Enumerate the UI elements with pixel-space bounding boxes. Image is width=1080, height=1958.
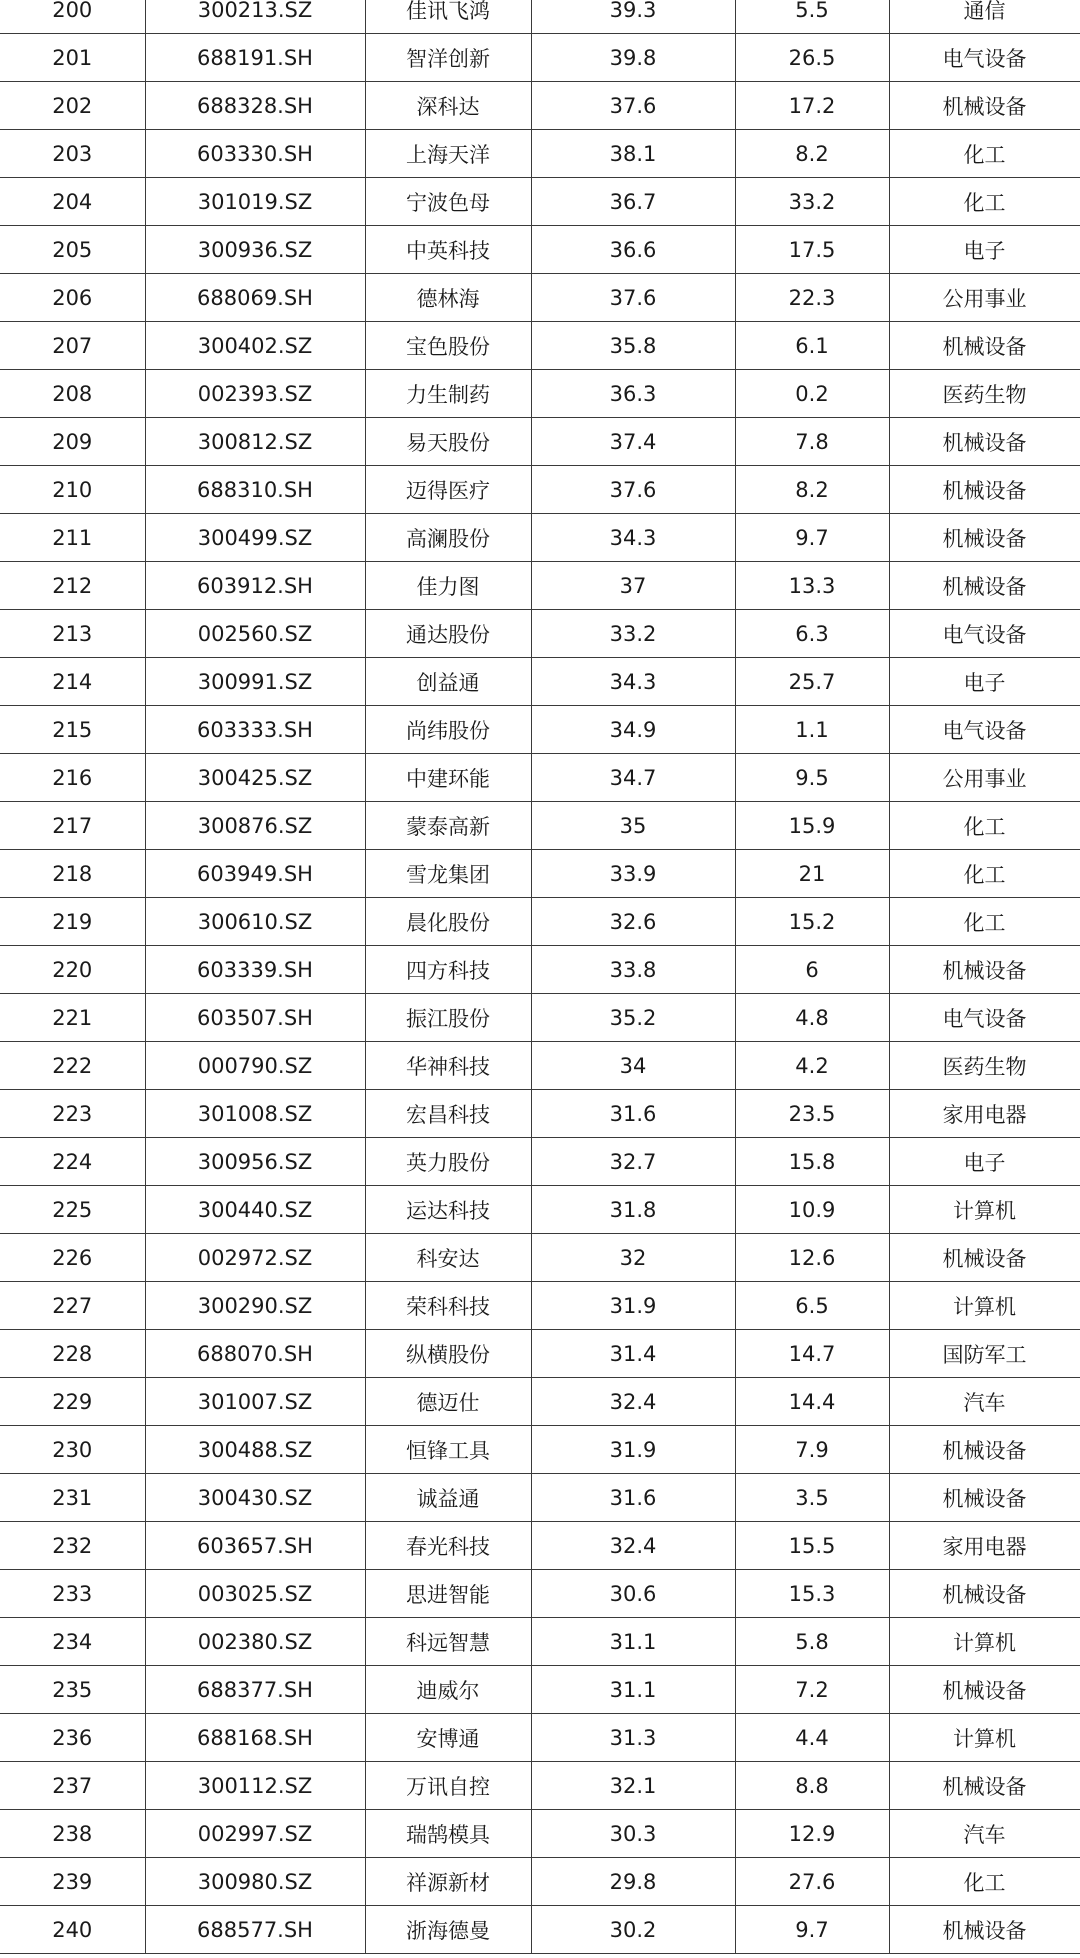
table-row [0,754,1080,802]
rank-cell[interactable]: 200 [0,0,145,34]
name-cell[interactable]: 上海天洋 [365,130,531,178]
value-cell-2[interactable]: 4.8 [735,994,889,1042]
value-cell-2[interactable]: 17.5 [735,226,889,274]
code-cell[interactable]: 300876.SZ [145,802,365,850]
value-cell-2[interactable]: 0.2 [735,370,889,418]
code-cell[interactable]: 002560.SZ [145,610,365,658]
code-cell[interactable]: 603949.SH [145,850,365,898]
industry-cell[interactable]: 汽车 [889,1810,1080,1858]
value-cell-1[interactable]: 29.8 [531,1858,735,1906]
value-cell-1[interactable]: 32.7 [531,1138,735,1186]
code-cell[interactable]: 301019.SZ [145,178,365,226]
rank-cell[interactable]: 213 [0,610,145,658]
value-cell-2[interactable]: 21 [735,850,889,898]
value-cell-1[interactable]: 31.8 [531,1186,735,1234]
value-cell-2[interactable]: 15.5 [735,1522,889,1570]
value-cell-1[interactable]: 31.6 [531,1090,735,1138]
rank-cell[interactable]: 227 [0,1282,145,1330]
name-cell[interactable]: 创益通 [365,658,531,706]
value-cell-1[interactable]: 31.1 [531,1618,735,1666]
value-cell-2[interactable]: 25.7 [735,658,889,706]
value-cell-1[interactable]: 31.6 [531,1474,735,1522]
rank-cell[interactable]: 228 [0,1330,145,1378]
table-row [0,1234,1080,1282]
rank-cell[interactable]: 216 [0,754,145,802]
rank-cell[interactable]: 236 [0,1714,145,1762]
name-cell[interactable]: 瑞鹄模具 [365,1810,531,1858]
value-cell-2[interactable]: 12.6 [735,1234,889,1282]
table-row [0,898,1080,946]
table-row [0,466,1080,514]
code-cell[interactable]: 688310.SH [145,466,365,514]
value-cell-1[interactable]: 32 [531,1234,735,1282]
table-row [0,1330,1080,1378]
value-cell-2[interactable]: 23.5 [735,1090,889,1138]
table-row [0,1858,1080,1906]
rank-cell[interactable]: 210 [0,466,145,514]
name-cell[interactable]: 运达科技 [365,1186,531,1234]
value-cell-1[interactable]: 35 [531,802,735,850]
value-cell-1[interactable]: 31.3 [531,1714,735,1762]
rank-cell[interactable]: 215 [0,706,145,754]
rank-cell[interactable]: 240 [0,1906,145,1954]
rank-cell[interactable]: 212 [0,562,145,610]
name-cell[interactable]: 振江股份 [365,994,531,1042]
value-cell-1[interactable]: 34.3 [531,658,735,706]
industry-cell[interactable]: 化工 [889,130,1080,178]
table-row [0,82,1080,130]
table-row [0,1666,1080,1714]
code-cell[interactable]: 300499.SZ [145,514,365,562]
name-cell[interactable]: 德迈仕 [365,1378,531,1426]
rank-cell[interactable]: 220 [0,946,145,994]
rank-cell[interactable]: 232 [0,1522,145,1570]
name-cell[interactable]: 英力股份 [365,1138,531,1186]
name-cell[interactable]: 易天股份 [365,418,531,466]
table-row [0,418,1080,466]
value-cell-1[interactable]: 32.1 [531,1762,735,1810]
table-row [0,130,1080,178]
code-cell[interactable]: 300488.SZ [145,1426,365,1474]
name-cell[interactable]: 尚纬股份 [365,706,531,754]
value-cell-1[interactable]: 31.9 [531,1282,735,1330]
code-cell[interactable]: 002997.SZ [145,1810,365,1858]
industry-cell[interactable]: 机械设备 [889,514,1080,562]
table-row [0,1522,1080,1570]
industry-cell[interactable]: 化工 [889,178,1080,226]
industry-cell[interactable]: 机械设备 [889,1666,1080,1714]
table-row [0,562,1080,610]
value-cell-2[interactable]: 7.8 [735,418,889,466]
rank-cell[interactable]: 209 [0,418,145,466]
rank-cell[interactable]: 231 [0,1474,145,1522]
value-cell-2[interactable]: 5.5 [735,0,889,34]
code-cell[interactable]: 688168.SH [145,1714,365,1762]
name-cell[interactable]: 科安达 [365,1234,531,1282]
value-cell-1[interactable]: 36.7 [531,178,735,226]
code-cell[interactable]: 301007.SZ [145,1378,365,1426]
table-row [0,1570,1080,1618]
value-cell-1[interactable]: 33.2 [531,610,735,658]
code-cell[interactable]: 603330.SH [145,130,365,178]
name-cell[interactable]: 迪威尔 [365,1666,531,1714]
code-cell[interactable]: 300112.SZ [145,1762,365,1810]
industry-cell[interactable]: 机械设备 [889,466,1080,514]
name-cell[interactable]: 科远智慧 [365,1618,531,1666]
value-cell-2[interactable]: 14.7 [735,1330,889,1378]
value-cell-1[interactable]: 32.4 [531,1522,735,1570]
value-cell-1[interactable]: 32.6 [531,898,735,946]
code-cell[interactable]: 603333.SH [145,706,365,754]
rank-cell[interactable]: 234 [0,1618,145,1666]
code-cell[interactable]: 300213.SZ [145,0,365,34]
rank-cell[interactable]: 205 [0,226,145,274]
value-cell-2[interactable]: 4.4 [735,1714,889,1762]
value-cell-1[interactable]: 37 [531,562,735,610]
rank-cell[interactable]: 233 [0,1570,145,1618]
value-cell-2[interactable]: 12.9 [735,1810,889,1858]
industry-cell[interactable]: 医药生物 [889,370,1080,418]
name-cell[interactable]: 荣科科技 [365,1282,531,1330]
name-cell[interactable]: 四方科技 [365,946,531,994]
industry-cell[interactable]: 计算机 [889,1282,1080,1330]
code-cell[interactable]: 003025.SZ [145,1570,365,1618]
table-row [0,994,1080,1042]
value-cell-1[interactable]: 34.7 [531,754,735,802]
industry-cell[interactable]: 机械设备 [889,1234,1080,1282]
value-cell-1[interactable]: 37.6 [531,466,735,514]
name-cell[interactable]: 万讯自控 [365,1762,531,1810]
code-cell[interactable]: 000790.SZ [145,1042,365,1090]
value-cell-1[interactable]: 34.9 [531,706,735,754]
code-cell[interactable]: 300991.SZ [145,658,365,706]
name-cell[interactable]: 蒙泰高新 [365,802,531,850]
code-cell[interactable]: 603912.SH [145,562,365,610]
industry-cell[interactable]: 电子 [889,1138,1080,1186]
value-cell-2[interactable]: 33.2 [735,178,889,226]
table-row [0,1474,1080,1522]
value-cell-2[interactable]: 15.9 [735,802,889,850]
rank-cell[interactable]: 223 [0,1090,145,1138]
value-cell-1[interactable]: 32.4 [531,1378,735,1426]
name-cell[interactable]: 浙海德曼 [365,1906,531,1954]
value-cell-2[interactable]: 22.3 [735,274,889,322]
rank-cell[interactable]: 203 [0,130,145,178]
value-cell-2[interactable]: 8.8 [735,1762,889,1810]
table-row [0,226,1080,274]
code-cell[interactable]: 300430.SZ [145,1474,365,1522]
table-row [0,1906,1080,1954]
value-cell-2[interactable]: 15.3 [735,1570,889,1618]
value-cell-2[interactable]: 15.2 [735,898,889,946]
table-row [0,178,1080,226]
rank-cell[interactable]: 214 [0,658,145,706]
value-cell-1[interactable]: 30.6 [531,1570,735,1618]
code-cell[interactable]: 300402.SZ [145,322,365,370]
industry-cell[interactable]: 机械设备 [889,1570,1080,1618]
value-cell-1[interactable]: 39.3 [531,0,735,34]
industry-cell[interactable]: 电气设备 [889,34,1080,82]
industry-cell[interactable]: 家用电器 [889,1090,1080,1138]
rank-cell[interactable]: 208 [0,370,145,418]
industry-cell[interactable]: 化工 [889,898,1080,946]
value-cell-2[interactable]: 7.2 [735,1666,889,1714]
value-cell-1[interactable]: 37.6 [531,82,735,130]
code-cell[interactable]: 688328.SH [145,82,365,130]
rank-cell[interactable]: 211 [0,514,145,562]
industry-cell[interactable]: 公用事业 [889,754,1080,802]
value-cell-1[interactable]: 31.4 [531,1330,735,1378]
code-cell[interactable]: 688069.SH [145,274,365,322]
industry-cell[interactable]: 机械设备 [889,1474,1080,1522]
table-row [0,850,1080,898]
name-cell[interactable]: 祥源新材 [365,1858,531,1906]
value-cell-2[interactable]: 15.8 [735,1138,889,1186]
industry-cell[interactable]: 机械设备 [889,418,1080,466]
industry-cell[interactable]: 机械设备 [889,946,1080,994]
value-cell-2[interactable]: 8.2 [735,466,889,514]
industry-cell[interactable]: 计算机 [889,1618,1080,1666]
name-cell[interactable]: 恒锋工具 [365,1426,531,1474]
value-cell-2[interactable]: 9.7 [735,1906,889,1954]
value-cell-2[interactable]: 9.7 [735,514,889,562]
value-cell-1[interactable]: 35.2 [531,994,735,1042]
table-row [0,1186,1080,1234]
industry-cell[interactable]: 化工 [889,850,1080,898]
rank-cell[interactable]: 204 [0,178,145,226]
name-cell[interactable]: 力生制药 [365,370,531,418]
name-cell[interactable]: 诚益通 [365,1474,531,1522]
rank-cell[interactable]: 222 [0,1042,145,1090]
industry-cell[interactable]: 机械设备 [889,1762,1080,1810]
name-cell[interactable]: 深科达 [365,82,531,130]
value-cell-1[interactable]: 39.8 [531,34,735,82]
code-cell[interactable]: 002393.SZ [145,370,365,418]
value-cell-1[interactable]: 37.6 [531,274,735,322]
table-row [0,1378,1080,1426]
value-cell-1[interactable]: 30.3 [531,1810,735,1858]
value-cell-2[interactable]: 4.2 [735,1042,889,1090]
table-row [0,34,1080,82]
value-cell-1[interactable]: 30.2 [531,1906,735,1954]
name-cell[interactable]: 纵横股份 [365,1330,531,1378]
name-cell[interactable]: 德林海 [365,274,531,322]
value-cell-2[interactable]: 3.5 [735,1474,889,1522]
industry-cell[interactable]: 国防军工 [889,1330,1080,1378]
value-cell-2[interactable]: 9.5 [735,754,889,802]
value-cell-2[interactable]: 6.1 [735,322,889,370]
rank-cell[interactable]: 239 [0,1858,145,1906]
name-cell[interactable]: 高澜股份 [365,514,531,562]
table-row [0,322,1080,370]
rank-cell[interactable]: 218 [0,850,145,898]
value-cell-2[interactable]: 6.3 [735,610,889,658]
name-cell[interactable]: 思进智能 [365,1570,531,1618]
table-row [0,610,1080,658]
name-cell[interactable]: 华神科技 [365,1042,531,1090]
industry-cell[interactable]: 汽车 [889,1378,1080,1426]
industry-cell[interactable]: 计算机 [889,1186,1080,1234]
table-row [0,802,1080,850]
value-cell-2[interactable]: 5.8 [735,1618,889,1666]
rank-cell[interactable]: 221 [0,994,145,1042]
industry-cell[interactable]: 机械设备 [889,322,1080,370]
industry-cell[interactable]: 计算机 [889,1714,1080,1762]
name-cell[interactable]: 佳力图 [365,562,531,610]
value-cell-1[interactable]: 35.8 [531,322,735,370]
name-cell[interactable]: 晨化股份 [365,898,531,946]
table-row [0,706,1080,754]
value-cell-1[interactable]: 38.1 [531,130,735,178]
value-cell-2[interactable]: 27.6 [735,1858,889,1906]
table-row [0,274,1080,322]
industry-cell[interactable]: 化工 [889,802,1080,850]
industry-cell[interactable]: 机械设备 [889,1426,1080,1474]
table-row [0,1042,1080,1090]
code-cell[interactable]: 300290.SZ [145,1282,365,1330]
table-row [0,1714,1080,1762]
rank-cell[interactable]: 206 [0,274,145,322]
value-cell-2[interactable]: 6.5 [735,1282,889,1330]
industry-cell[interactable]: 公用事业 [889,274,1080,322]
industry-cell[interactable]: 医药生物 [889,1042,1080,1090]
table-row [0,1618,1080,1666]
table-row [0,1810,1080,1858]
table-row [0,1426,1080,1474]
table-row [0,658,1080,706]
code-cell[interactable]: 301008.SZ [145,1090,365,1138]
rank-cell[interactable]: 225 [0,1186,145,1234]
rank-cell[interactable]: 201 [0,34,145,82]
name-cell[interactable]: 宏昌科技 [365,1090,531,1138]
code-cell[interactable]: 603507.SH [145,994,365,1042]
table-row [0,1090,1080,1138]
code-cell[interactable]: 300610.SZ [145,898,365,946]
value-cell-1[interactable]: 37.4 [531,418,735,466]
value-cell-1[interactable]: 34.3 [531,514,735,562]
code-cell[interactable]: 603339.SH [145,946,365,994]
rank-cell[interactable]: 235 [0,1666,145,1714]
code-cell[interactable]: 300980.SZ [145,1858,365,1906]
code-cell[interactable]: 300956.SZ [145,1138,365,1186]
name-cell[interactable]: 春光科技 [365,1522,531,1570]
rank-cell[interactable]: 238 [0,1810,145,1858]
name-cell[interactable]: 迈得医疗 [365,466,531,514]
industry-cell[interactable]: 电气设备 [889,610,1080,658]
code-cell[interactable]: 300425.SZ [145,754,365,802]
name-cell[interactable]: 佳讯飞鸿 [365,0,531,34]
name-cell[interactable]: 雪龙集团 [365,850,531,898]
rank-cell[interactable]: 217 [0,802,145,850]
table-row [0,514,1080,562]
code-cell[interactable]: 002380.SZ [145,1618,365,1666]
value-cell-1[interactable]: 33.8 [531,946,735,994]
value-cell-2[interactable]: 6 [735,946,889,994]
value-cell-1[interactable]: 31.1 [531,1666,735,1714]
value-cell-2[interactable]: 14.4 [735,1378,889,1426]
value-cell-2[interactable]: 7.9 [735,1426,889,1474]
code-cell[interactable]: 603657.SH [145,1522,365,1570]
industry-cell[interactable]: 机械设备 [889,562,1080,610]
value-cell-1[interactable]: 34 [531,1042,735,1090]
industry-cell[interactable]: 电气设备 [889,706,1080,754]
name-cell[interactable]: 智洋创新 [365,34,531,82]
value-cell-1[interactable]: 36.6 [531,226,735,274]
industry-cell[interactable]: 机械设备 [889,82,1080,130]
industry-cell[interactable]: 通信 [889,0,1080,34]
name-cell[interactable]: 安博通 [365,1714,531,1762]
industry-cell[interactable]: 电气设备 [889,994,1080,1042]
rank-cell[interactable]: 237 [0,1762,145,1810]
table-row [0,1138,1080,1186]
code-cell[interactable]: 300936.SZ [145,226,365,274]
value-cell-2[interactable]: 1.1 [735,706,889,754]
industry-cell[interactable]: 机械设备 [889,1906,1080,1954]
value-cell-2[interactable]: 13.3 [735,562,889,610]
code-cell[interactable]: 688191.SH [145,34,365,82]
name-cell[interactable]: 中英科技 [365,226,531,274]
code-cell[interactable]: 688070.SH [145,1330,365,1378]
value-cell-2[interactable]: 8.2 [735,130,889,178]
industry-cell[interactable]: 家用电器 [889,1522,1080,1570]
name-cell[interactable]: 宝色股份 [365,322,531,370]
rank-cell[interactable]: 207 [0,322,145,370]
value-cell-1[interactable]: 33.9 [531,850,735,898]
industry-cell[interactable]: 电子 [889,658,1080,706]
code-cell[interactable]: 688377.SH [145,1666,365,1714]
industry-cell[interactable]: 电子 [889,226,1080,274]
value-cell-1[interactable]: 36.3 [531,370,735,418]
rank-cell[interactable]: 229 [0,1378,145,1426]
name-cell[interactable]: 中建环能 [365,754,531,802]
rank-cell[interactable]: 230 [0,1426,145,1474]
rank-cell[interactable]: 226 [0,1234,145,1282]
name-cell[interactable]: 宁波色母 [365,178,531,226]
industry-cell[interactable]: 化工 [889,1858,1080,1906]
table-row [0,946,1080,994]
rank-cell[interactable]: 202 [0,82,145,130]
table-row [0,370,1080,418]
value-cell-2[interactable]: 26.5 [735,34,889,82]
rank-cell[interactable]: 219 [0,898,145,946]
value-cell-2[interactable]: 10.9 [735,1186,889,1234]
code-cell[interactable]: 300812.SZ [145,418,365,466]
name-cell[interactable]: 通达股份 [365,610,531,658]
table-row [0,1282,1080,1330]
table-row [0,1762,1080,1810]
value-cell-1[interactable]: 31.9 [531,1426,735,1474]
code-cell[interactable]: 002972.SZ [145,1234,365,1282]
value-cell-2[interactable]: 17.2 [735,82,889,130]
rank-cell[interactable]: 224 [0,1138,145,1186]
table-row [0,0,1080,34]
code-cell[interactable]: 300440.SZ [145,1186,365,1234]
code-cell[interactable]: 688577.SH [145,1906,365,1954]
